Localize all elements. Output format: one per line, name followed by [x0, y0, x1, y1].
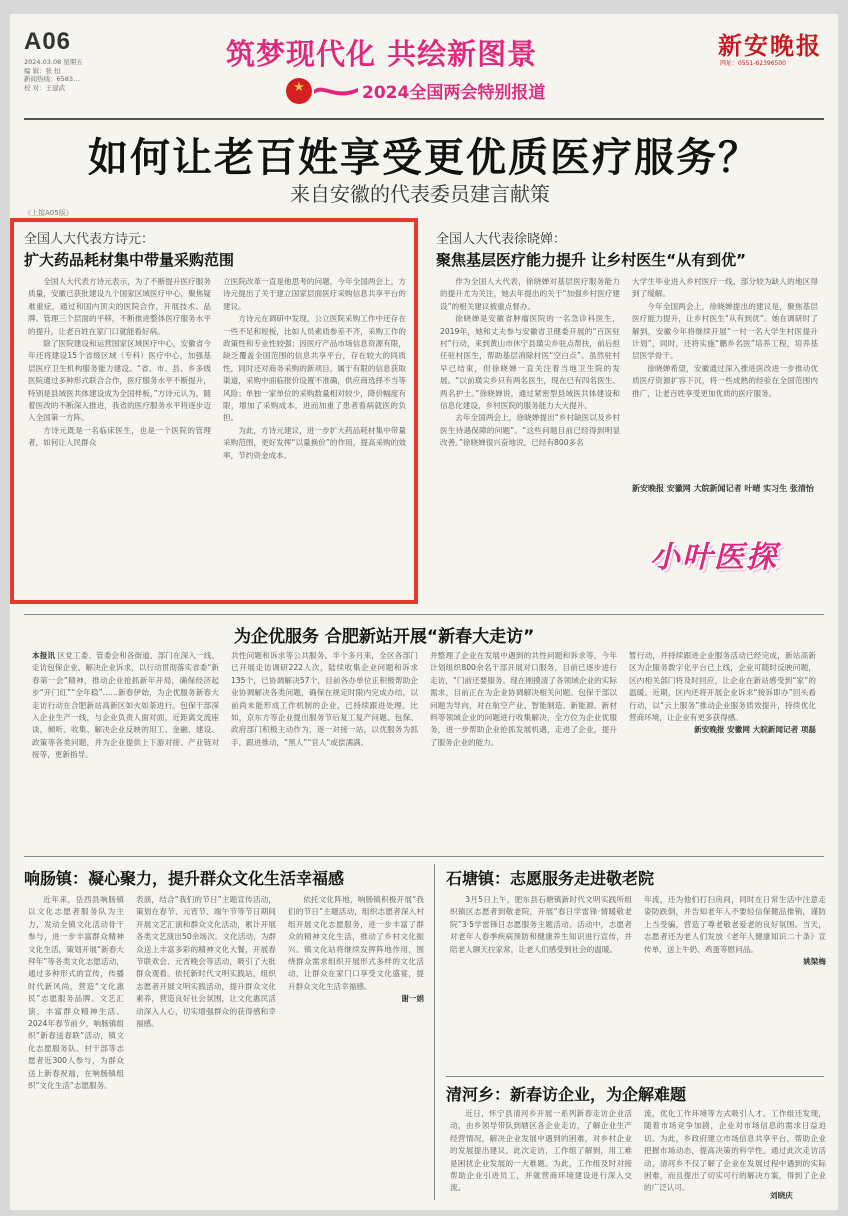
- ribbon-icon: [312, 80, 360, 100]
- article-column: [450, 894, 632, 1070]
- page-headline: 如何让老百姓享受更优质医疗服务？: [88, 135, 760, 181]
- page-subheadline: 来自安徽的代表委员建言献策: [290, 182, 550, 206]
- meta-line: 编 辑：张 恒: [24, 66, 61, 75]
- paragraph: 除了医院建设和运营国家区域医疗中心，安徽省今年还将建设15个省级区域（专科）医疗中心，加强基层医疗卫生机构服务能力建设。“省、市、县、乡多级医院通过多种形式联合合作，医疗服务水平不断提升，特别是县域医共体建设成为全国样板，”方诗元认为，随着医改的不断深入推进，我省的医疗服务水平将逐步迈入全国第一方阵。: [28, 339, 211, 423]
- paragraph: 方诗元既是一名临床医生，也是一个医院的管理者，如何让人民群众: [28, 425, 211, 448]
- paragraph: 作为全国人大代表，徐晓婵对基层医疗服务能力的提升尤为关注，她去年提出的关于“加强乡村医疗建设”的相关建议被重点督办。: [440, 277, 620, 311]
- article-column: [288, 894, 424, 1200]
- article-fang-shiyuan: [24, 228, 408, 270]
- article-kicker: 全国人大代表方诗元：: [24, 232, 155, 247]
- article-byline: 刘晓庆: [770, 1191, 793, 1200]
- paragraph: 3月5日上午，肥东县石塘镇新时代文明实践所组织镇区志愿者到敬老院，开展“春日学雷锋·情暖敬老院”3·5学雷锋日志愿服务主题活动。活动中，志愿者对老年人春季疾病预防和健康养生知识进行宣传，并陪老人聊天拉家常，让老人们感受到社会的温暖。: [450, 895, 632, 954]
- article-column: [629, 650, 816, 836]
- paragraph: 去年全国两会上，徐晓婵提出“乡村缺医以及乡村医生待遇保障的问题”。“这些问题目前已经得到明显改善。”徐晓婵很兴奋地说，已经有800多名: [440, 413, 620, 448]
- article-byline: 新安晚报 安徽网 大皖新闻记者 项磊: [694, 725, 816, 735]
- article-xu-xiaochan: [436, 228, 832, 270]
- newspaper-logo: 新安晚报: [718, 31, 822, 60]
- article-byline: 姚梁梅: [803, 957, 826, 967]
- newspaper-url: 网址：0551-62396500: [720, 60, 786, 67]
- paragraph: 并整理了企业在发展中遇到的共性问题和诉求等，今年计划组织800余名干部开展对口服务，目前已逐步进行走访，“门前还要服务。现在刚摸清了各领域企业的实际需求，目前正在为企业协调解决相关问题。包保干部以问题为导向，对在航空产业、智能制造、新能源、新材料等领域企业的问题进行收集解决，全方位为企业优服务，进一步帮助企业抢抓发展机遇，走进了企业，提升了服务企业的能力。: [430, 651, 617, 747]
- article-column: [644, 1108, 826, 1204]
- article-column: [231, 650, 418, 836]
- article-column: [223, 276, 406, 594]
- paragraph: 年流，还为他们打扫房间，同时在日常生活中注意走姿防跌倒，并告知老年人不要轻信保健品推销，谨防上当受骗，营造了尊老敬老爱老的良好氛围。当天，志愿者还为老人们发放《老年人健康知识二十条》宣传单，送上牛奶、鸡蛋等慰问品。: [644, 895, 826, 954]
- banner-subtitle: 2024全国两会特别报道: [362, 83, 546, 103]
- paragraph: 依托文化阵地，响肠镇积极开展“我们的节日”主题活动，组织志愿者深入村组开展文化志愿服务，进一步丰富了群众的精神文化生活，推动了乡村文化振兴。镇文化站将继续发挥阵地作用，围绕群众需求组织开展形式多样的文化活动，让群众在家门口享受文化盛宴，提升群众文化生活幸福感。: [288, 895, 424, 991]
- national-emblem-icon: ★: [286, 78, 312, 104]
- paragraph: 今年全国两会上，徐晓婵提出的建议是，聚焦基层医疗能力提升，让乡村医生“从有到优”。她在调研时了解到，安徽今年将继续开展“一村一名大学生村医提升计划”，同时，还将实施“鹏乡名医”培养工程，培养基层医学骨干。: [632, 301, 818, 361]
- article-body: [450, 894, 826, 1070]
- paragraph: 全国人大代表方诗元表示，为了不断提升医疗服务质量，安徽已获批建设九个国家区域医疗中心，聚焦疑难重症，通过和国内顶尖的医院合作，开展技术、品牌、管理三个层面的平移，不断推进整体医疗服务水平的提升，让老百姓在家门口就能看好病。: [28, 277, 211, 336]
- article-byline: 谢一娟: [401, 994, 424, 1004]
- article-body: [32, 650, 824, 836]
- article-column: [450, 1108, 632, 1204]
- article-body: [28, 276, 406, 594]
- article-column: [644, 894, 826, 1070]
- meta-line: 校 对：王建武: [24, 83, 66, 92]
- article-title: 石塘镇：志愿服务走进敬老院: [446, 869, 655, 888]
- article-kicker: 全国人大代表徐晓婵：: [436, 232, 567, 247]
- paragraph: 近年来，岳西县响肠镇以文化志愿者服务队为主力，发动全镇文化活动骨干参与，进一步丰富群众精神文化生活，策划开展“新春大拜年”等各类文化志愿活动，通过多种形式的宣传，传播时代新风尚，营造“文化惠民”志愿服务品牌。文艺汇演，丰富群众精神生活。2024年春节前夕，响肠镇组织“新春送春联”活动，镇文化志愿服务队、村干部等志愿者近300人参与，为群众送上新春祝福，在响肠镇组织“文化生活”志愿服务。: [28, 895, 124, 1091]
- article-column: [136, 894, 276, 1200]
- column-divider: [434, 864, 435, 1200]
- meta-line: 2024.03.08 星期五: [24, 58, 83, 66]
- article-column: [32, 650, 219, 836]
- section-divider: [24, 856, 824, 857]
- article-column: [430, 650, 617, 836]
- paragraph: 大学生毕业进入乡村医疗一线，部分较为缺人的地区得到了缓解。: [632, 277, 818, 299]
- meta-line: 新闻热线：6583…: [24, 75, 80, 83]
- banner-title: 筑梦现代化 共绘新图景: [226, 37, 538, 71]
- dateline: 本报讯: [32, 651, 56, 660]
- article-title: 聚焦基层医疗能力提升 让乡村医生“从有到优”: [436, 251, 746, 269]
- section-divider: [24, 614, 824, 615]
- article-column: [28, 276, 211, 594]
- paragraph: 徐晓婵是安徽省肿瘤医院的一名急诊科医生，2019年，她和丈夫参与安徽省卫健委开展的“百医驻村”行动，来到黄山市休宁县璜尖乡驻点帮扶，前后担任驻村医生，帮助基层消除村医“空白点”。虽然驻村早已结束，但徐晓婵一直关注着当地卫生院的发展。“以前璜尖乡只有两名医生，现在已有四名医生、两名护士。”徐晓婵说，通过紧密型县域医共体建设和信息化建设，乡村医院的服务能力大大提升。: [440, 314, 620, 411]
- paragraph: 表演，结合“我们的节日”主题宣传活动，策划在春节、元宵节、端午节等节日期间开展文艺汇演和群众文化活动，累计开展各类文艺演出50余场次。文化活动，为群众送上丰富多彩的精神文化大餐，开展春节联欢会、元宵晚会等活动，吸引了大批群众观看。依托新时代文明实践站，组织志愿者开展文明实践活动，提升群众文化素养，营造良好社会氛围，让文化惠民活动深入人心，切实增强群众的获得感和幸福感。: [136, 895, 276, 1029]
- article-byline: 新安晚报 安徽网 大皖新闻记者 叶晴 实习生 张清怡: [632, 484, 814, 493]
- paragraph: 流，优化工作环境等方式吸引人才。工作组还发现，随着市场竞争加剧，企业对市场信息的需求日益迫切。为此，乡政府建立市场信息共享平台，帮助企业把握市场动态，提高决策的科学性。通过此次走访活动，清河乡不仅了解了企业在发展过程中遇到的实际困难，而且提出了切实可行的解决方案，得到了企业的广泛认可。: [644, 1109, 826, 1193]
- paragraph: 立医院改革一直是他思考的问题。今年全国两会上，方诗元提出了关于建立国家层面医疗采购信息共享平台的建议。: [223, 277, 406, 311]
- paragraph: 暂行动，并持续跟进企业服务活动已经完成，新站高新区为企服务数字化平台已上线，企业可随时反映问题，区内相关部门将及时回应，让企业在新站感受到“家”的温暖。近期，区内还将开展企业诉求“接诉即办”回头看行动，以“云上服务”推动企业服务质效提升，持续优化营商环境，让企业有更多获得感。: [629, 651, 816, 723]
- section-divider: [446, 1076, 824, 1077]
- article-column: [28, 894, 124, 1200]
- page-number: A06: [24, 28, 72, 55]
- masthead-rule: [24, 118, 824, 120]
- article-title: 响肠镇：凝心聚力，提升群众文化生活幸福感: [24, 869, 345, 888]
- paragraph: 区党工委、管委会和各街道、部门在深入一线、走访包保企业、解决企业诉求，以行动贯彻落实省委“新春第一会”精神，推动企业抢抓新年开局，确保经济起步“开门红”“全年稳”……新春伊始，为企优服务新春大走访行动在合肥新站高新区如火如荼进行。包保干部深入企业生产一线，与企业负责人面对面，近距离交流座谈，倾听、收集、解决企业反映的用工、金融、建设、政策等各类问题，并为企业提供上下游对接、产业链对接等，更新指导。: [32, 651, 219, 760]
- masthead-meta: [24, 58, 114, 92]
- continuation-note: 《上接A05版》: [24, 209, 73, 217]
- article-column: [440, 276, 620, 598]
- article-title: 清河乡：新春访企业，为企解难题: [446, 1085, 687, 1104]
- paragraph: 徐晓婵希望，安徽通过深入推进医改进一步推动优质医疗资源扩容下沉，将一些成熟的经验在全国范围内推广，让老百姓享受更加优质的医疗服务。: [632, 363, 818, 398]
- article-title: 扩大药品耗材集中带量采购范围: [24, 251, 235, 269]
- paragraph: 方诗元在调研中发现，公立医院采购工作中还存在一些不足和短板，比如人员素质参差不齐，采购工作的政策性和专业性较强；因医疗产品市场信息资源有限，缺乏覆盖全国范围的信息共享平台，存在较大的同质性，同时还对商务采购的新项目，属于有限的信息获取渠道，采购中面临报价设置不准确，供应商选择不当等风险；单独一家单位的采购数量相对较少，降价幅度有限，增加了采购成本，进而加重了患者看病就医的负担。: [223, 314, 406, 423]
- paragraph: 近日，怀宁县清河乡开展一系列新春走访企业活动，由乡领导带队到辖区各企业走访，了解企业生产经营情况，解决企业发展中遇到的困难，对乡村企业的发展提出建议。此次走访，工作组了解到，用工难是困扰企业发展的一大难题。为此，工作组及时对接帮助企业引进员工，并就营商环境建设进行深入交流。: [450, 1109, 632, 1193]
- paragraph: 共性问题和诉求等公共服务。半个多月来，全区各部门已开展走访调研222人次，陆续收集企业问题和诉求135个，已协调解决57个，目前各办单位正积极帮助企业协调解决各类问题，确保在规定时限内完成办结，以前尚未能形成工作机制的企业，已持续跟进处理。比如，京东方等企业提出服务节后复工复产问题。包保、政府部门积极主动作为，逐一对接一站，以优服务为抓手，跟进推动，“黑人”“官人”或偿满满。: [231, 651, 418, 747]
- article-body: [28, 894, 424, 1200]
- column-badge-label: 小叶医探: [650, 540, 778, 575]
- newspaper-page: [10, 14, 838, 1210]
- masthead: [10, 14, 838, 120]
- paragraph: 为此，方诗元建议，进一步扩大药品耗材集中带量采购范围，更好发挥“以量换价”的作用，提高采购的效率，节约资金成本。: [223, 425, 406, 460]
- article-title: 为企优服务 合肥新站开展“新春大走访”: [234, 627, 535, 647]
- column-badge: [642, 526, 792, 586]
